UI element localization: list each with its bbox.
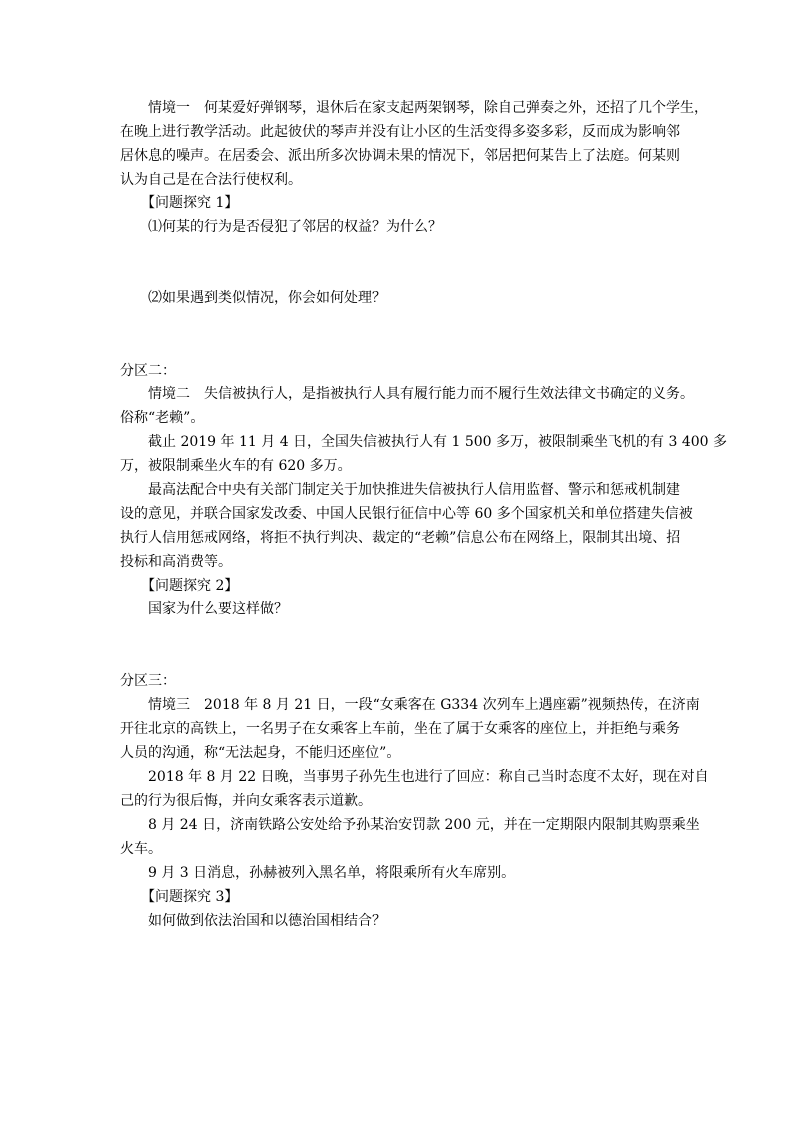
section2-line-8: 投标和高消费等。 [120,554,232,570]
section2-line-3: 截止 2019 年 11 月 4 日，全国失信被执行人有 1 500 多万，被限制乘坐飞机的有 3 400 多 [148,434,728,450]
question-3: 如何做到依法治国和以德治国相结合？ [148,913,386,929]
question-heading-3: 【问题探究 3】 [141,889,239,905]
section2-line-6: 设的意见，并联合国家发改委、中国人民银行征信中心等 60 多个国家机关和单位搭建失信被 [120,506,693,522]
question-1-1: ⑴何某的行为是否侵犯了邻居的权益？为什么？ [148,219,442,235]
scenario1-line-3: 居休息的噪声。在居委会、派出所多次协调未果的情况下，邻居把何某告上了法庭。何某则 [120,148,680,164]
section3-line-3: 人员的沟通，称“无法起身，不能归还座位”。 [120,745,401,761]
question-heading-1: 【问题探究 1】 [141,195,239,211]
section3-line-2: 开往北京的高铁上，一名男子在女乘客上车前，坐在了属于女乘客的座位上，并拒绝与乘务 [120,721,680,737]
section2-line-1: 情境二 失信被执行人，是指被执行人具有履行能力而不履行生效法律文书确定的义务。 [148,386,694,402]
scenario1-line-4: 认为自己是在合法行使权利。 [120,172,302,188]
section3-line-8: 9 月 3 日消息，孙赫被列入黑名单，将限乘所有火车席别。 [148,865,516,881]
section2-line-4: 万，被限制乘坐火车的有 620 多万。 [120,458,352,474]
section3-label: 分区三： [120,673,176,689]
section3-line-1: 情境三 2018 年 8 月 21 日，一段“女乘客在 G334 次列车上遇座霸”视频热传，在济南 [148,697,700,713]
section2-line-7: 执行人信用惩戒网络，将拒不执行判决、裁定的“老赖”信息公布在网络上，限制其出境、招 [120,530,681,546]
section3-line-5: 己的行为很后悔，并向女乘客表示道歉。 [120,793,372,809]
section2-label: 分区二： [120,363,176,379]
question-2: 国家为什么要这样做？ [148,601,288,617]
section3-line-6: 8 月 24 日，济南铁路公安处给予孙某治安罚款 200 元，并在一定期限内限制其购票乘坐 [148,817,700,833]
scenario1-line-2: 在晚上进行教学活动。此起彼伏的琴声并没有让小区的生活变得多姿多彩，反而成为影响邻 [120,124,680,140]
section2-line-5: 最高法配合中央有关部门制定关于加快推进失信被执行人信用监督、警示和惩戒机制建 [148,482,680,498]
section3-line-4: 2018 年 8 月 22 日晚，当事男子孙先生也进行了回应：称自己当时态度不太好，现在对自 [148,769,709,785]
scenario1-line-1: 情境一 何某爱好弹钢琴，退休后在家支起两架钢琴，除自己弹奏之外，还招了几个学生， [148,100,708,116]
section3-line-7: 火车。 [120,841,162,857]
section2-line-2: 俗称“老赖”。 [120,410,205,426]
question-1-2: ⑵如果遇到类似情况，你会如何处理？ [148,290,386,306]
question-heading-2: 【问题探究 2】 [141,578,239,594]
